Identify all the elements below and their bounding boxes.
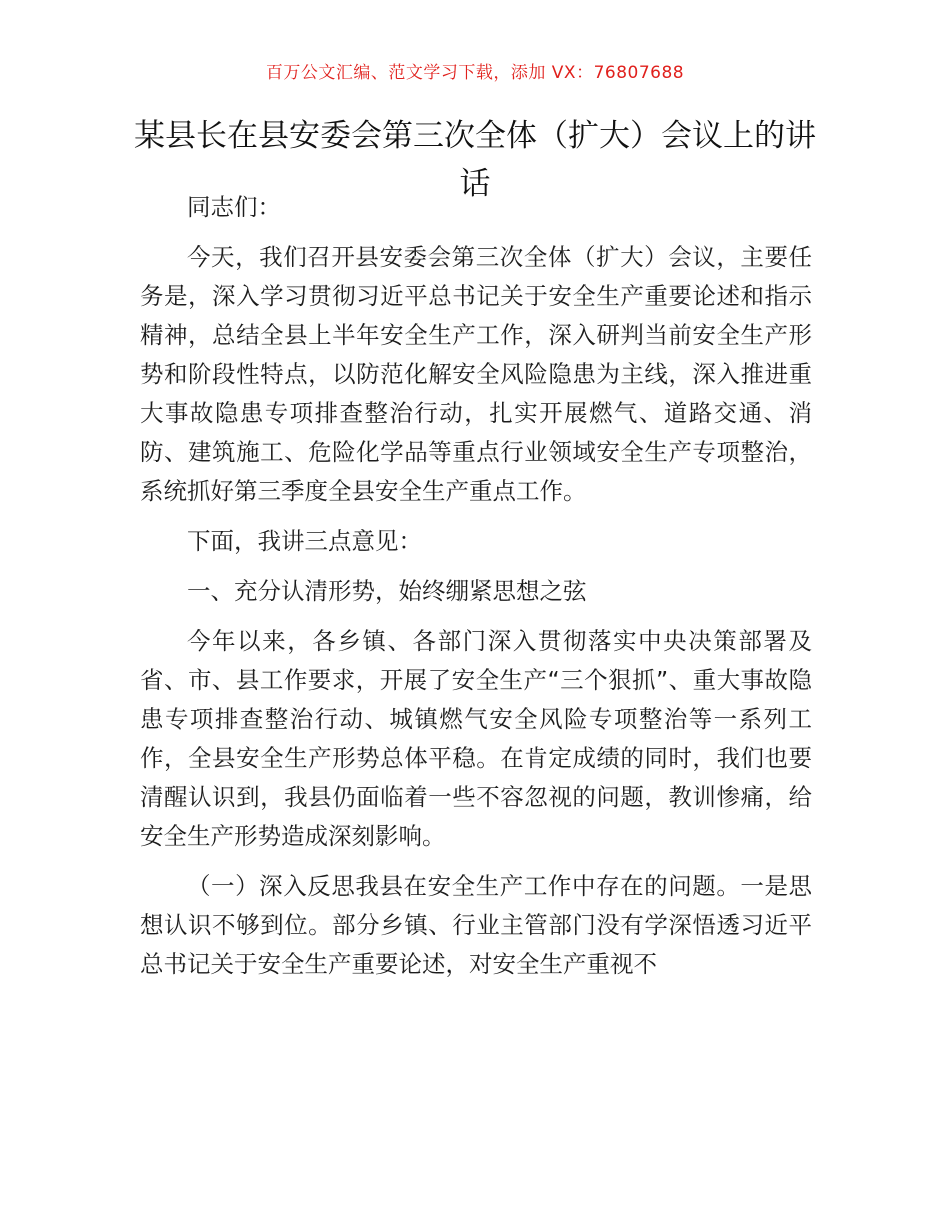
header-promo-note: 百万公文汇编、范文学习下载，添加 VX：76807688 — [265, 63, 685, 83]
situation-paragraph: 今年以来，各乡镇、各部门深入贯彻落实中央决策部署及省、市、县工作要求，开展了安全生产“三个狠抓”、重大事故隐患专项排查整治行动、城镇燃气安全风险专项整治等一系列工作，全县安全生产形势总体平稳。在肯定成绩的同时，我们也要清醒认识到，我县仍面临着一些不容忽视的问题，教训惨痛，给安全生产形势造成深刻影响。 — [140, 627, 812, 850]
subsection-paragraph-1: （一）深入反思我县在安全生产工作中存在的问题。一是思想认识不够到位。部分乡镇、行业主管部门没有学深悟透习近平总书记关于安全生产重要论述，对安全生产重视不 — [140, 872, 812, 978]
section-heading-1: 一、充分认清形势，始终绷紧思想之弦 — [187, 577, 587, 605]
transition-paragraph: 下面，我讲三点意见： — [187, 527, 422, 555]
document-title: 某县长在县安委会第三次全体（扩大）会议上的讲话 — [134, 118, 816, 202]
salutation-paragraph: 同志们： — [187, 193, 281, 221]
document-body — [140, 188, 812, 995]
intro-paragraph: 今天，我们召开县安委会第三次全体（扩大）会议，主要任务是，深入学习贯彻习近平总书记关于安全生产重要论述和指示精神，总结全县上半年安全生产工作，深入研判当前安全生产形势和阶段性特点，以防范化解安全风险隐患为主线，深入推进重大事故隐患专项排查整治行动，扎实开展燃气、道路交通、消防、建筑施工、危险化学品等重点行业领域安全生产专项整治，系统抓好第三季度全县安全生产重点工作。 — [140, 243, 812, 505]
